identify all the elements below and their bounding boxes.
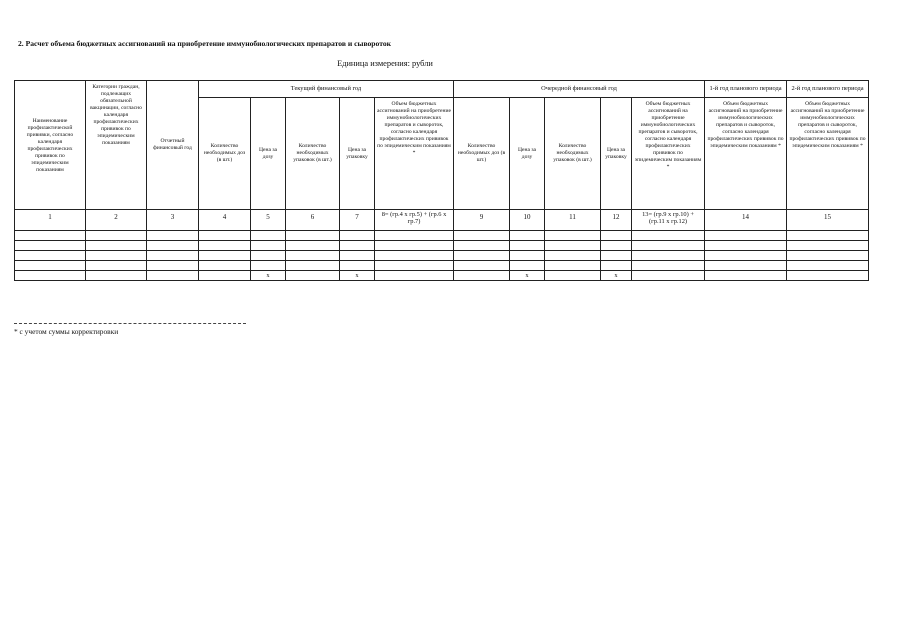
table-row (15, 251, 869, 261)
header-price-per-pack-next: Цена за упаковку (601, 98, 632, 210)
header-current-year: Текущий финансовый год (199, 81, 454, 98)
x-mark: х (510, 271, 545, 281)
x-mark: х (340, 271, 375, 281)
header-packs-next: Количество необходимых упаковок (в шт.) (545, 98, 601, 210)
header-next-year: Очередной финансовый год (454, 81, 705, 98)
column-number-row (15, 210, 869, 231)
header-doses-next: Количество необходимых доз (в шт.) (454, 98, 510, 210)
header-volume-current: Объем бюджетных ассигнований на приобретение иммунобиологических препаратов и сывороток, согласно календаря профилактических прививок по эпидемическим показаниям * (375, 98, 454, 210)
header-price-per-dose-next: Цена за дозу (510, 98, 545, 210)
header-plan-year-2: 2-й год планового периода (787, 81, 869, 98)
column-number: 3 (147, 210, 199, 231)
column-number: 5 (251, 210, 286, 231)
unit-label: Единица измерения: рубли (337, 59, 433, 68)
header-volume-plan-1: Объем бюджетных ассигнований на приобретение иммунобиологических препаратов и сывороток, согласно календаря профилактических прививок по эпидемическим показаниям * (705, 98, 787, 210)
header-plan-year-1: 1-й год планового периода (705, 81, 787, 98)
column-number: 12 (601, 210, 632, 231)
budget-calculation-table (14, 80, 869, 281)
footnote: * с учетом суммы корректировки (14, 323, 246, 336)
column-number: 2 (86, 210, 147, 231)
header-price-per-pack: Цена за упаковку (340, 98, 375, 210)
header-volume-next: Объем бюджетных ассигнований на приобретение иммунобиологических препаратов и сывороток, согласно календаря профилактических прививок по эпидемическим показаниям * (632, 98, 705, 210)
header-reported-year: Отчетный финансовый год (147, 81, 199, 210)
x-mark: х (251, 271, 286, 281)
header-doses: Количество необходимых доз (в шт.) (199, 98, 251, 210)
table-row (15, 241, 869, 251)
column-number: 1 (15, 210, 86, 231)
column-number-formula: 13= (гр.9 х гр.10) + (гр.11 х гр.12) (632, 210, 705, 231)
page-title: 2. Расчет объема бюджетных ассигнований на приобретение иммунобиологических препаратов и сывороток (18, 39, 392, 48)
table-row (15, 231, 869, 241)
column-number: 9 (454, 210, 510, 231)
header-volume-plan-2: Объем бюджетных ассигнований на приобретение иммунобиологических препаратов и сывороток, согласно календаря профилактических прививок по эпидемическим показаниям * (787, 98, 869, 210)
header-vaccination-name: Наименование профилактической прививки, согласно календаря профилактических прививок по эпидемическим показаниям (15, 81, 86, 210)
header-packs: Количество необходимых упаковок (в шт.) (286, 98, 340, 210)
column-number: 4 (199, 210, 251, 231)
column-number: 6 (286, 210, 340, 231)
x-mark: х (601, 271, 632, 281)
column-number: 15 (787, 210, 869, 231)
header-price-per-dose: Цена за дозу (251, 98, 286, 210)
total-row (15, 271, 869, 281)
column-number: 14 (705, 210, 787, 231)
column-number-formula: 8= (гр.4 х гр.5) + (гр.6 х гр.7) (375, 210, 454, 231)
table-row (15, 261, 869, 271)
column-number: 7 (340, 210, 375, 231)
column-number: 11 (545, 210, 601, 231)
header-citizen-category: Категории граждан, подлежащих обязательной вакцинации, согласно календаря профилактических прививок по эпидемическим показаниям (86, 81, 147, 210)
column-number: 10 (510, 210, 545, 231)
header-row-groups (15, 81, 869, 98)
